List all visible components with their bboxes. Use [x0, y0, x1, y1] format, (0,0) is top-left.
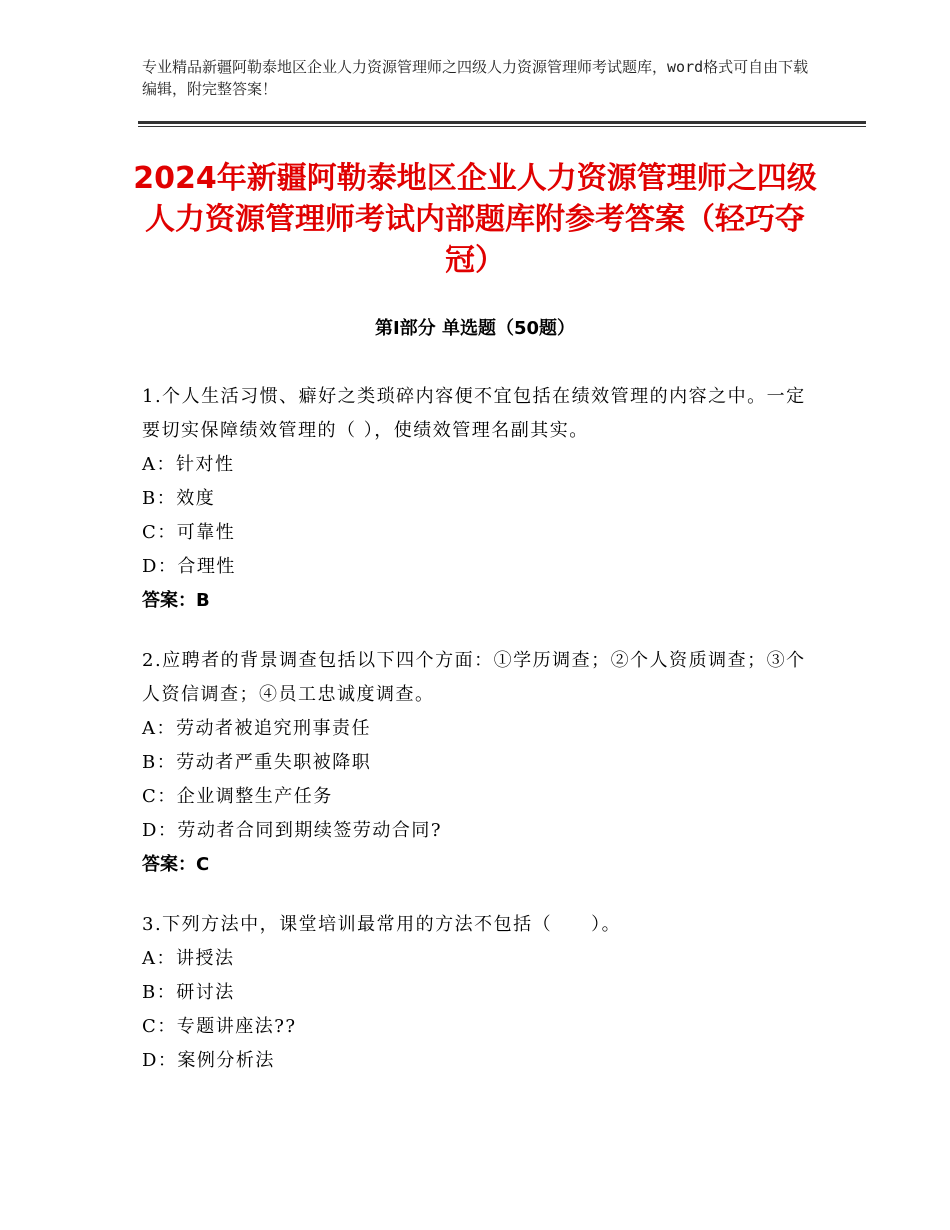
- option-a: A：针对性: [142, 454, 235, 475]
- document-title: 2024年新疆阿勒泰地区企业人力资源管理师之四级人力资源管理师考试内部题库附参考答案（轻巧夺冠）: [133, 161, 817, 278]
- question-3: [142, 908, 812, 1078]
- option-c: C：可靠性: [142, 522, 236, 543]
- option-d: D：合理性: [142, 556, 236, 577]
- option-c: C：专题讲座法??: [142, 1016, 297, 1037]
- header-rule-thin: [138, 126, 866, 127]
- question-stem: 1.个人生活习惯、癖好之类琐碎内容便不宜包括在绩效管理的内容之中。一定要切实保障绩效管理的（ ），使绩效管理名副其实。: [142, 386, 806, 441]
- option-a: A：劳动者被追究刑事责任: [142, 718, 371, 739]
- option-b: B：研讨法: [142, 982, 235, 1003]
- question-stem: 3.下列方法中，课堂培训最常用的方法不包括（ ）。: [142, 914, 622, 935]
- option-b: B：劳动者严重失职被降职: [142, 752, 372, 773]
- question-stem: 2.应聘者的背景调查包括以下四个方面：①学历调查；②个人资质调查；③个人资信调查；④员工忠诚度调查。: [142, 650, 806, 705]
- option-d: D：案例分析法: [142, 1050, 275, 1071]
- option-b: B：效度: [142, 488, 216, 509]
- question-list: [142, 380, 812, 1104]
- option-a: A：讲授法: [142, 948, 235, 969]
- section-heading: 第Ⅰ部分 单选题（50题）: [374, 318, 575, 339]
- answer: 答案：C: [142, 854, 210, 875]
- option-c: C：企业调整生产任务: [142, 786, 333, 807]
- header-rule-thick: [138, 121, 866, 124]
- question-2: [142, 644, 812, 882]
- question-1: [142, 380, 812, 618]
- header-note: 专业精品新疆阿勒泰地区企业人力资源管理师之四级人力资源管理师考试题库，word格式可自由下载编辑，附完整答案！: [142, 58, 809, 98]
- option-d: D：劳动者合同到期续签劳动合同?: [142, 820, 443, 841]
- answer: 答案：B: [142, 590, 210, 611]
